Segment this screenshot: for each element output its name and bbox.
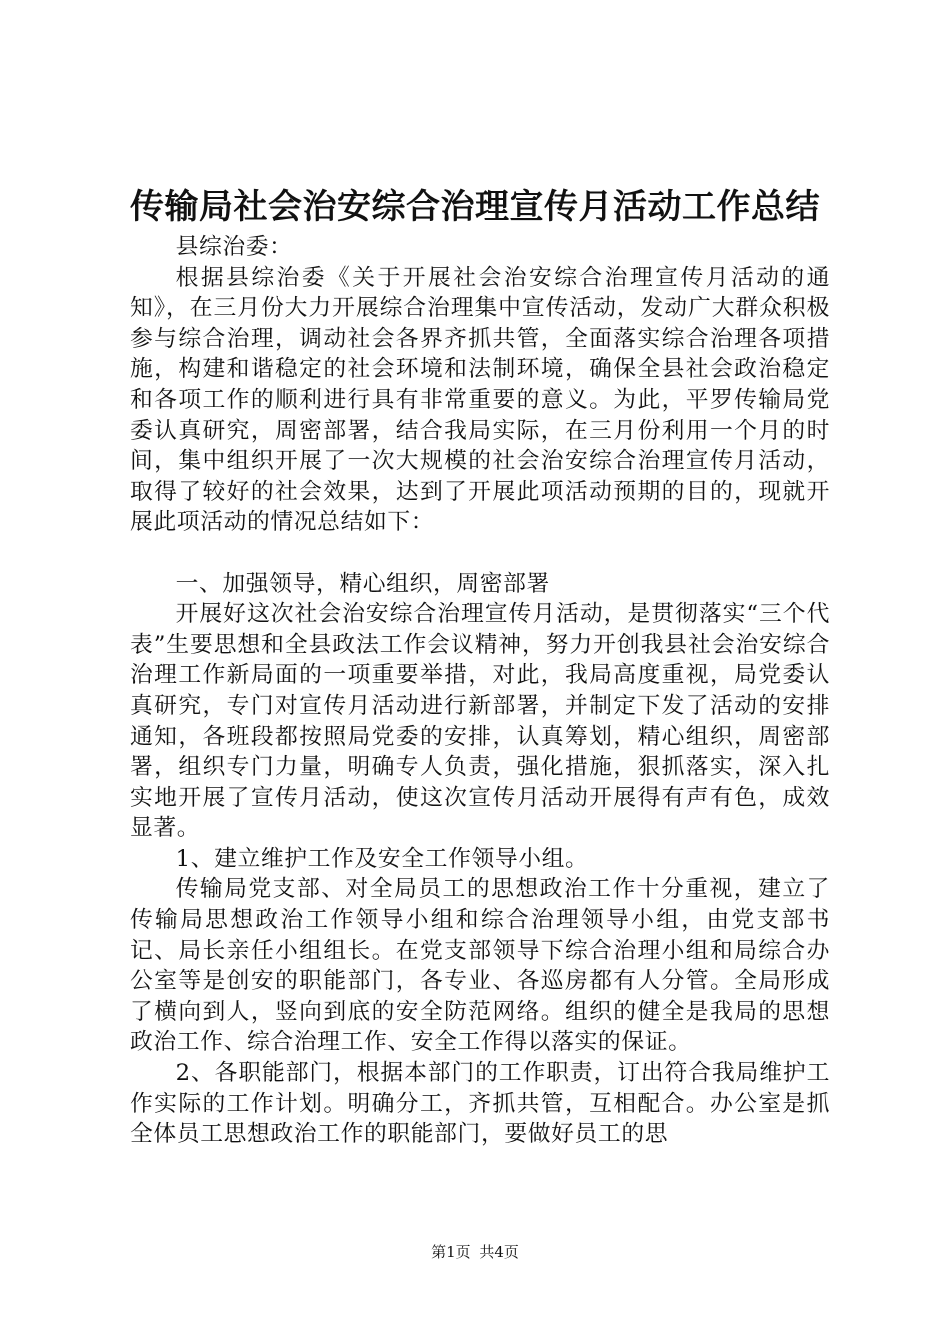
item-2-paragraph: 2、各职能部门，根据本部门的工作职责，订出符合我局维护工作实际的工作计划。明确分工，齐抓共管，互相配合。办公室是抓全体员工思想政治工作的职能部门，要做好员工的思 (130, 1060, 830, 1148)
item-1-paragraph: 传输局党支部、对全局员工的思想政治工作十分重视，建立了传输局思想政治工作领导小组和综合治理领导小组，由党支部书记、局长亲任小组组长。在党支部领导下综合治理小组和局综合办公室等是创安的职能部门，各专业、各巡房都有人分管。全局形成了横向到人，竖向到底的安全防范网络。组织的健全是我局的思想政治工作、综合治理工作、安全工作得以落实的保证。 (130, 876, 830, 1056)
document-title: 传输局社会治安综合治理宣传月活动工作总结 (130, 187, 820, 227)
page-number: 第1页 (431, 1243, 471, 1261)
salutation: 县综治委： (175, 234, 293, 260)
paragraph-spacer (130, 538, 830, 569)
page-total: 共4页 (479, 1243, 519, 1261)
section-heading-1: 一、加强领导，精心组织，周密部署 (175, 570, 550, 597)
document-body (130, 232, 830, 1150)
section-1-paragraph: 开展好这次社会治安综合治理宣传月活动，是贯彻落实“三个代表”生要思想和全县政法工作会议精神，努力开创我县社会治安综合治理工作新局面的一项重要举措，对此，我局高度重视，局党委认真研究，专门对宣传月活动进行新部署，并制定下发了活动的安排通知，各班段都按照局党委的安排，认真筹划，精心组织，周密部署，组织专门力量，明确专人负责，强化措施，狠抓落实，深入扎实地开展了宣传月活动，使这次宣传月活动开展得有声有色，成效显著。 (130, 601, 830, 842)
page-footer (0, 1242, 950, 1262)
item-1-heading: 1、建立维护工作及安全工作领导小组。 (175, 845, 589, 872)
intro-paragraph: 根据县综治委《关于开展社会治安综合治理宣传月活动的通知》，在三月份大力开展综合治理集中宣传活动，发动广大群众积极参与综合治理，调动社会各界齐抓共管，全面落实综合治理各项措施，构建和谐稳定的社会环境和法制环境，确保全县社会政治稳定和各项工作的顺利进行具有非常重要的意义。为此，平罗传输局党委认真研究，周密部署，结合我局实际，在三月份利用一个月的时间，集中组织开展了一次大规模的社会治安综合治理宣传月活动，取得了较好的社会效果，达到了开展此项活动预期的目的，现就开展此项活动的情况总结如下： (130, 264, 830, 536)
